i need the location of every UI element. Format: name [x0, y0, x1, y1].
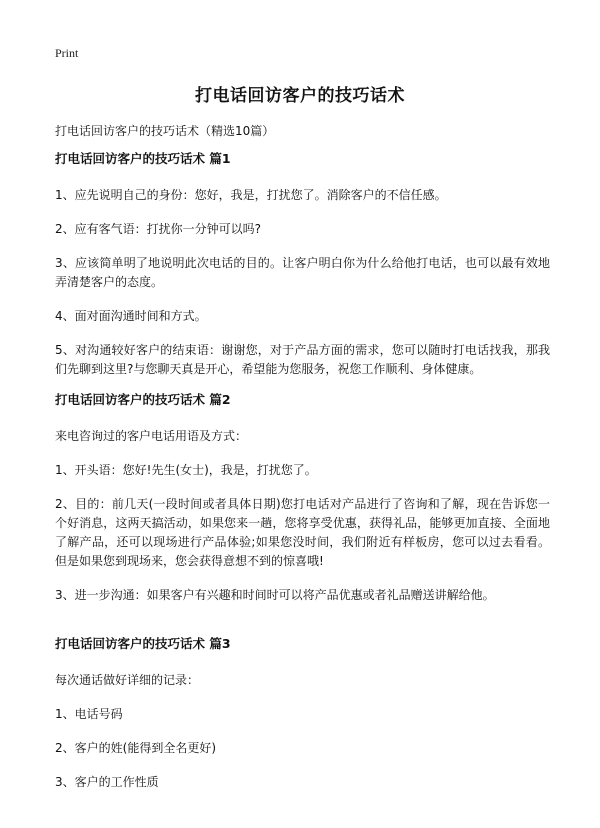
paragraph: 5、对沟通较好客户的结束语：谢谢您，对于产品方面的需求，您可以随时打电话找我，那我们先聊到这里?与您聊天真是开心，希望能为您服务，祝您工作顺利、身体健康。: [55, 343, 550, 376]
paragraph: 1、电话号码: [55, 707, 123, 721]
section-1: [55, 151, 550, 394]
page-title: 打电话回访客户的技巧话术: [195, 86, 405, 106]
print-label: Print: [55, 46, 79, 60]
paragraph: 1、应先说明自己的身份：您好，我是，打扰您了。消除客户的不信任感。: [55, 188, 447, 202]
section-heading: 打电话回访客户的技巧话术 篇3: [55, 636, 231, 651]
paragraph: 3、客户的工作性质: [55, 775, 159, 789]
paragraph: 3、应该简单明了地说明此次电话的目的。让客户明白你为什么给他打电话，也可以最有效地弄清楚客户的态度。: [55, 256, 550, 289]
section-heading: 打电话回访客户的技巧话术 篇1: [55, 151, 231, 166]
paragraph: 2、应有客气语：打扰你一分钟可以吗?: [55, 222, 262, 236]
paragraph: 2、客户的姓(能得到全名更好): [55, 741, 216, 755]
paragraph: 2、目的：前几天(一段时间或者具体日期)您打电话对产品进行了咨询和了解，现在告诉您一个好消息，这两天搞活动，如果您来一趟，您将享受优惠，获得礼品，能够更加直接、全面地了解产品，还可以现场进行产品体验;如果您没时间，我们附近有样板房，您可以过去看看。但是如果您到现场来，您会获得意想不到的惊喜哦!: [55, 497, 550, 568]
paragraph: 1、开头语：您好!先生(女士)，我是，打扰您了。: [55, 463, 317, 477]
paragraph: 3、进一步沟通：如果客户有兴趣和时间时可以将产品优惠或者礼品赠送讲解给他。: [55, 588, 495, 602]
paragraph: 每次通话做好详细的记录：: [55, 673, 200, 687]
section-heading: 打电话回访客户的技巧话术 篇2: [55, 392, 231, 407]
paragraph: 来电咨询过的客户电话用语及方式：: [55, 429, 248, 443]
document-subtitle: 打电话回访客户的技巧话术（精选10篇）: [55, 124, 275, 138]
section-3: [55, 636, 550, 807]
paragraph: 4、面对面沟通时间和方式。: [55, 309, 207, 323]
section-2: [55, 392, 550, 620]
